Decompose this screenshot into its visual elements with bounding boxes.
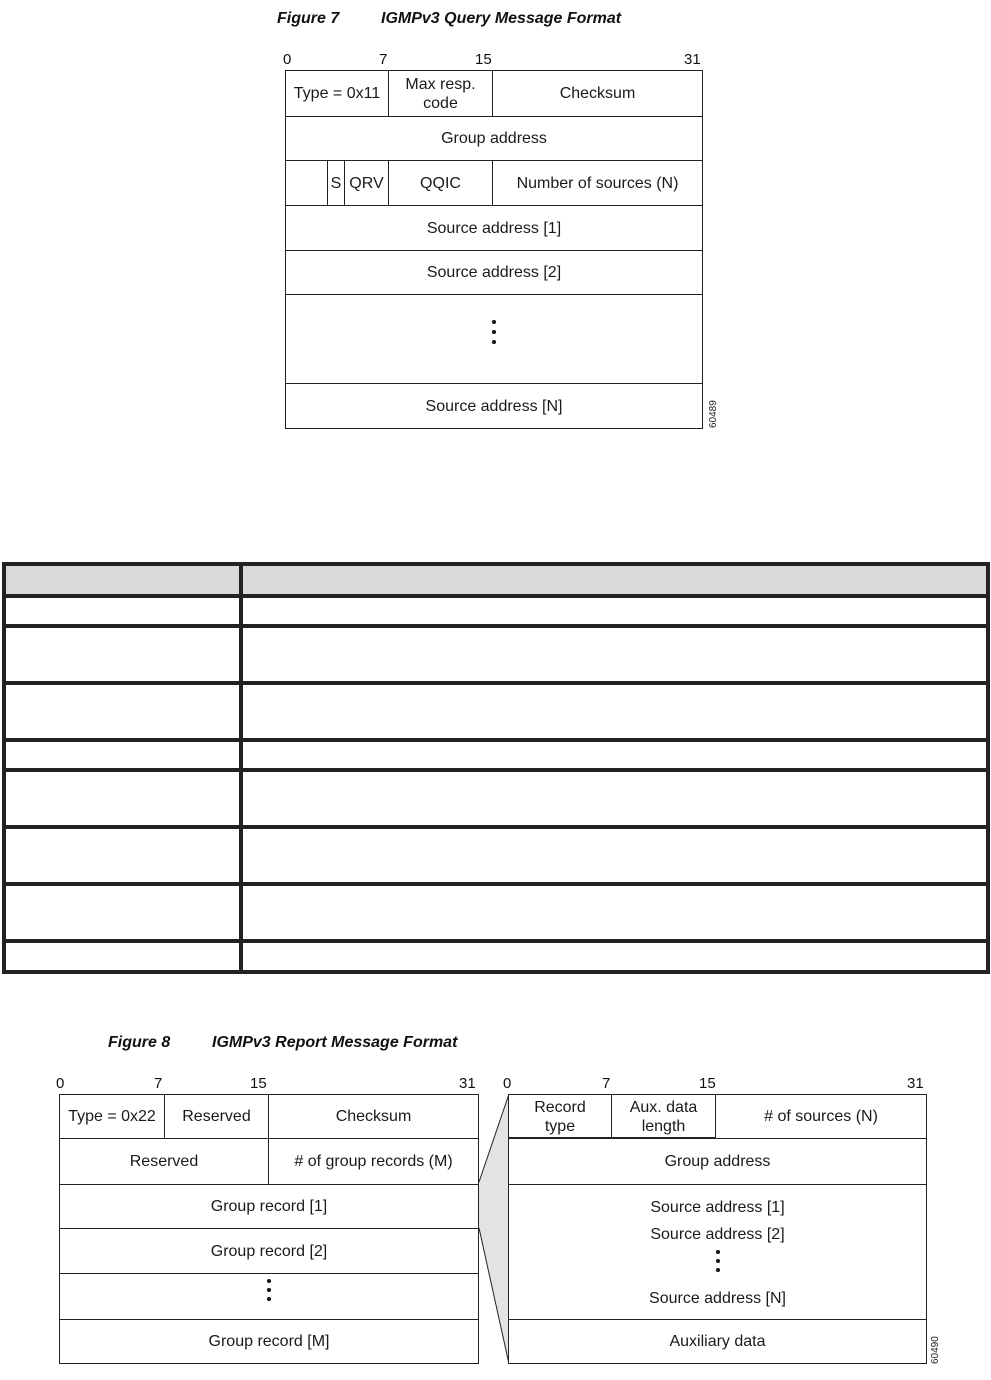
resv-field [286, 161, 327, 205]
figure8-id: 60490 [930, 1336, 941, 1364]
bit-label-0: 0 [56, 1075, 65, 1092]
group-record-expansion-connector [478, 1092, 511, 1366]
table-row [4, 596, 988, 626]
number-of-sources-field: # of sources (N) [716, 1095, 926, 1138]
table-header-row [4, 564, 988, 596]
bit-label-31: 31 [459, 1075, 476, 1092]
vertical-ellipsis-icon [714, 1250, 722, 1278]
checksum-field: Checksum [269, 1095, 478, 1138]
table-row [4, 827, 988, 884]
group-address-field: Group address [509, 1139, 926, 1184]
figure8-caption-title: IGMPv3 Report Message Format [212, 1034, 458, 1051]
qqic-field: QQIC [389, 161, 492, 205]
table-row [4, 884, 988, 941]
group-record-m-field: Group record [M] [60, 1320, 478, 1363]
table-row [4, 626, 988, 683]
type-field: Type = 0x11 [286, 71, 388, 116]
bit-label-15: 15 [475, 51, 492, 68]
aux-data-length-field: Aux. data length [612, 1095, 715, 1138]
checksum-field: Checksum [493, 71, 702, 116]
bit-label-7: 7 [154, 1075, 163, 1092]
source-address-n-field: Source address [N] [286, 384, 702, 428]
record-type-field: Record type [509, 1095, 611, 1138]
table-row [4, 683, 988, 740]
qrv-field: QRV [345, 161, 388, 205]
bit-label-15: 15 [250, 1075, 267, 1092]
bit-label-15: 15 [699, 1075, 716, 1092]
bit-label-0: 0 [283, 51, 292, 68]
figure7-caption-number: Figure 7 [277, 10, 340, 27]
group-address-field: Group address [286, 117, 702, 160]
table-row [4, 740, 988, 770]
reserved-field: Reserved [165, 1095, 268, 1138]
figure8-caption-number: Figure 8 [108, 1034, 171, 1051]
bit-label-7: 7 [379, 51, 388, 68]
number-of-sources-field: Number of sources (N) [493, 161, 702, 205]
table-row [4, 941, 988, 972]
bit-label-7: 7 [602, 1075, 611, 1092]
type-field: Type = 0x22 [60, 1095, 164, 1138]
vertical-ellipsis-icon [490, 320, 498, 350]
group-record-2-field: Group record [2] [60, 1229, 478, 1273]
source-address-1-field: Source address [1] [509, 1196, 926, 1218]
figure7-caption-title: IGMPv3 Query Message Format [381, 10, 622, 27]
bit-label-0: 0 [503, 1075, 512, 1092]
reserved-field: Reserved [60, 1139, 268, 1184]
max-resp-code-field: Max resp. code [389, 71, 492, 116]
s-flag-field: S [328, 161, 344, 205]
table-row [4, 770, 988, 827]
number-of-group-records-field: # of group records (M) [269, 1139, 478, 1184]
group-record-1-field: Group record [1] [60, 1185, 478, 1228]
source-address-2-field: Source address [2] [509, 1223, 926, 1245]
bit-label-31: 31 [907, 1075, 924, 1092]
vertical-ellipsis-icon [265, 1279, 273, 1307]
field-description-table [2, 562, 990, 974]
source-address-2-field: Source address [2] [286, 251, 702, 294]
figure7-id: 60489 [708, 400, 719, 428]
auxiliary-data-field: Auxiliary data [509, 1320, 926, 1363]
source-address-1-field: Source address [1] [286, 206, 702, 250]
bit-label-31: 31 [684, 51, 701, 68]
source-address-n-field: Source address [N] [509, 1287, 926, 1309]
